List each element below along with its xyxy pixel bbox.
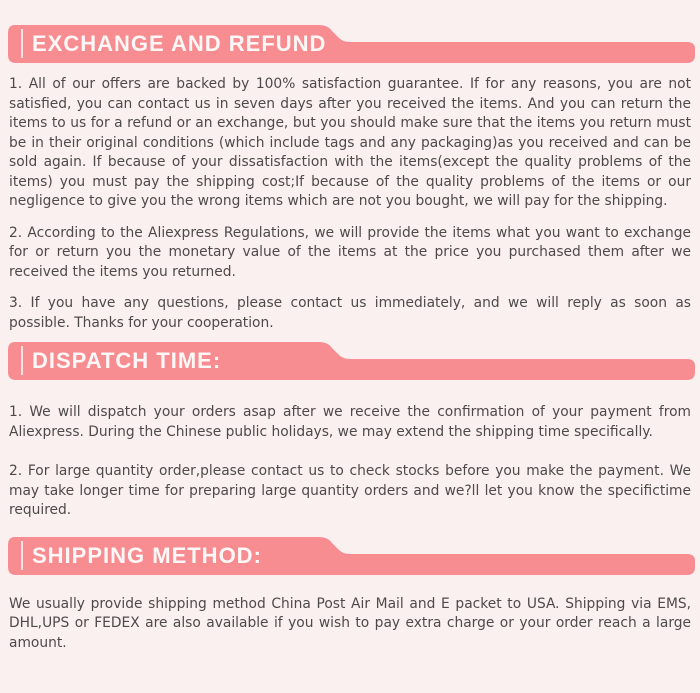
banner-accent-line	[21, 541, 23, 570]
section-body	[0, 595, 700, 654]
section-header-banner	[8, 25, 695, 63]
section-shipping-method	[0, 537, 700, 654]
policy-paragraph: 1. All of our offers are backed by 100% satisfaction guarantee. If for any reasons, you are not satisfied, you can contact us in seven days after you received the items. And you can return the items to us for a refund or an exchange, but you should make sure that the items you return must be in their original conditions (which include tags and any packaging)as you received and can be sold again. If because of your dissatisfaction with the items(except the quality problems of the items) you must pay the shipping cost;If because of the quality problems of the items or our negligence to give you the wrong items which are not you bought, we will pay for the shipping.	[9, 76, 691, 209]
banner-accent-line	[21, 29, 23, 58]
section-title: EXCHANGE AND REFUND	[32, 31, 327, 56]
policy-paragraph: 1. We will dispatch your orders asap after we receive the confirmation of your payment from Aliexpress. During the Chinese public holidays, we may extend the shipping time specifically.	[9, 404, 691, 440]
policy-paragraph: 2. According to the Aliexpress Regulations, we will provide the items what you want to exchange for or return you the monetary value of the items at the price you purchased them after we received the items you returned.	[9, 224, 691, 280]
section-title: SHIPPING METHOD:	[32, 542, 262, 568]
section-body	[0, 75, 700, 333]
section-header-banner	[8, 342, 695, 380]
section-exchange-and-refund	[0, 25, 700, 333]
policy-paragraph: 2. For large quantity order,please contact us to check stocks before you make the payment. We may take longer time for preparing large quantity orders and we?ll let you know the specifictime required.	[9, 463, 691, 518]
section-dispatch-time	[0, 342, 700, 521]
section-title: DISPATCH TIME:	[32, 348, 222, 373]
section-header-banner	[8, 537, 695, 575]
banner-accent-line	[21, 346, 23, 375]
policy-paragraph: We usually provide shipping method China Post Air Mail and E packet to USA. Shipping via EMS, DHL,UPS or FEDEX are also available if you wish to pay extra charge or your order reach a large amount.	[9, 595, 691, 651]
policy-paragraph: 3. If you have any questions, please contact us immediately, and we will reply as soon as possible. Thanks for your cooperation.	[9, 295, 691, 331]
section-body	[0, 403, 700, 521]
